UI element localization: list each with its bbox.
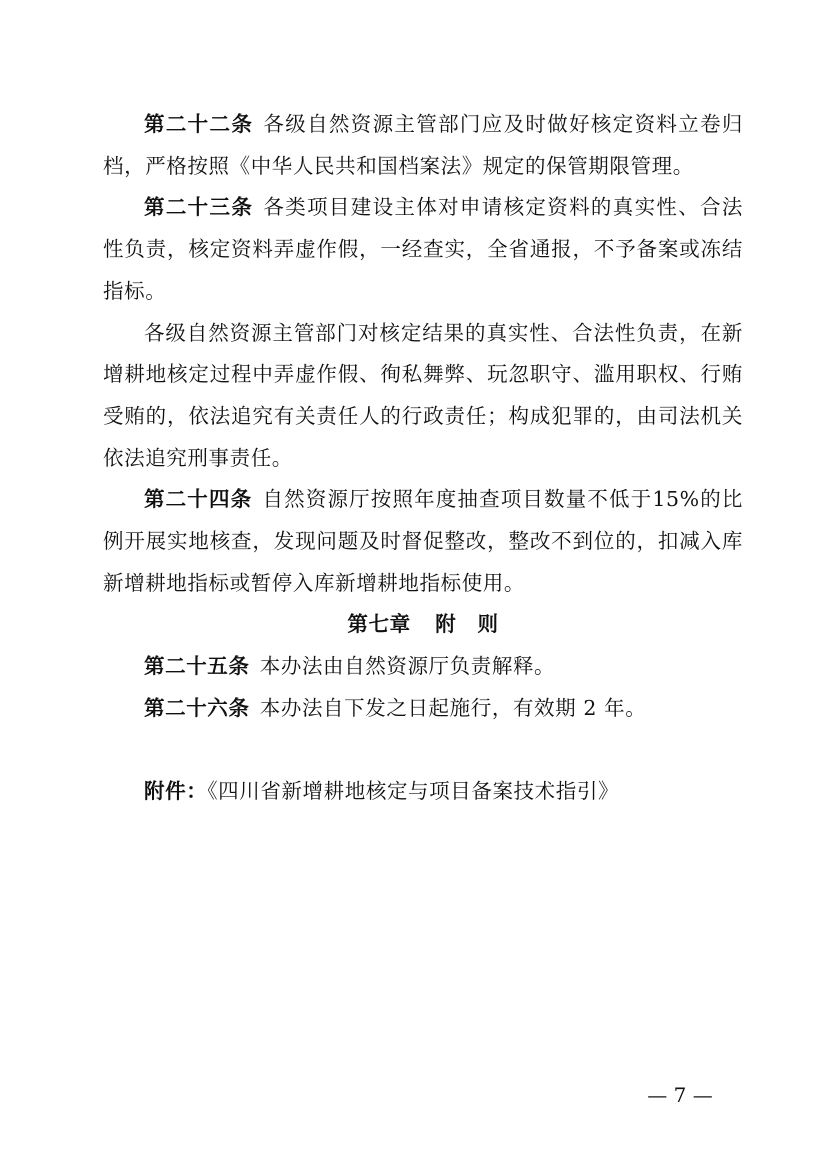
article-23-paragraph-2 — [103, 313, 743, 480]
article-text: 本办法由自然资源厅负责解释。 — [259, 654, 556, 679]
article-24 — [103, 479, 743, 604]
chapter-number: 第七章 — [347, 612, 411, 637]
article-label: 第二十五条 — [144, 654, 250, 679]
article-25 — [103, 646, 743, 688]
document-body — [103, 104, 743, 813]
article-label: 第二十六条 — [144, 695, 250, 720]
attachment-title: 《四川省新增耕地核定与项目备案技术指引》 — [207, 779, 620, 804]
page-number: — 7 — — [647, 1083, 713, 1107]
article-label: 第二十三条 — [144, 195, 254, 220]
article-label: 第二十二条 — [144, 112, 254, 136]
article-text: 各级自然资源主管部门应及时做好核定资料立卷归档，严格按照《中华人民共和国档案法》规定的保管期限管理。 — [103, 112, 744, 178]
article-text: 各级自然资源主管部门对核定结果的真实性、合法性负责，在新增耕地核定过程中弄虚作假、徇私舞弊、玩忽职守、滥用职权、行贿受贿的，依法追究有关责任人的行政责任；构成犯罪的，由司法机关依法追究刑事责任。 — [103, 320, 743, 470]
attachment-label: 附件： — [144, 779, 208, 804]
blank-line — [103, 730, 743, 772]
article-text: 本办法自下发之日起施行，有效期 2 年。 — [259, 695, 647, 720]
article-text: 自然资源厅按照年度抽查项目数量不低于15%的比例开展实地核查，发现问题及时督促整改，整改不到位的，扣减入库新增耕地指标或暂停入库新增耕地指标使用。 — [103, 487, 743, 595]
chapter-title: 附 则 — [435, 612, 499, 637]
article-text: 各类项目建设主体对申请核定资料的真实性、合法性负责，核定资料弄虚作假，一经查实，全省通报，不予备案或冻结指标。 — [103, 195, 744, 303]
chapter-heading — [103, 604, 743, 646]
article-23 — [103, 187, 743, 312]
article-22 — [103, 104, 743, 187]
article-label: 第二十四条 — [144, 487, 253, 512]
attachment-line — [103, 771, 743, 813]
article-26 — [103, 688, 743, 730]
